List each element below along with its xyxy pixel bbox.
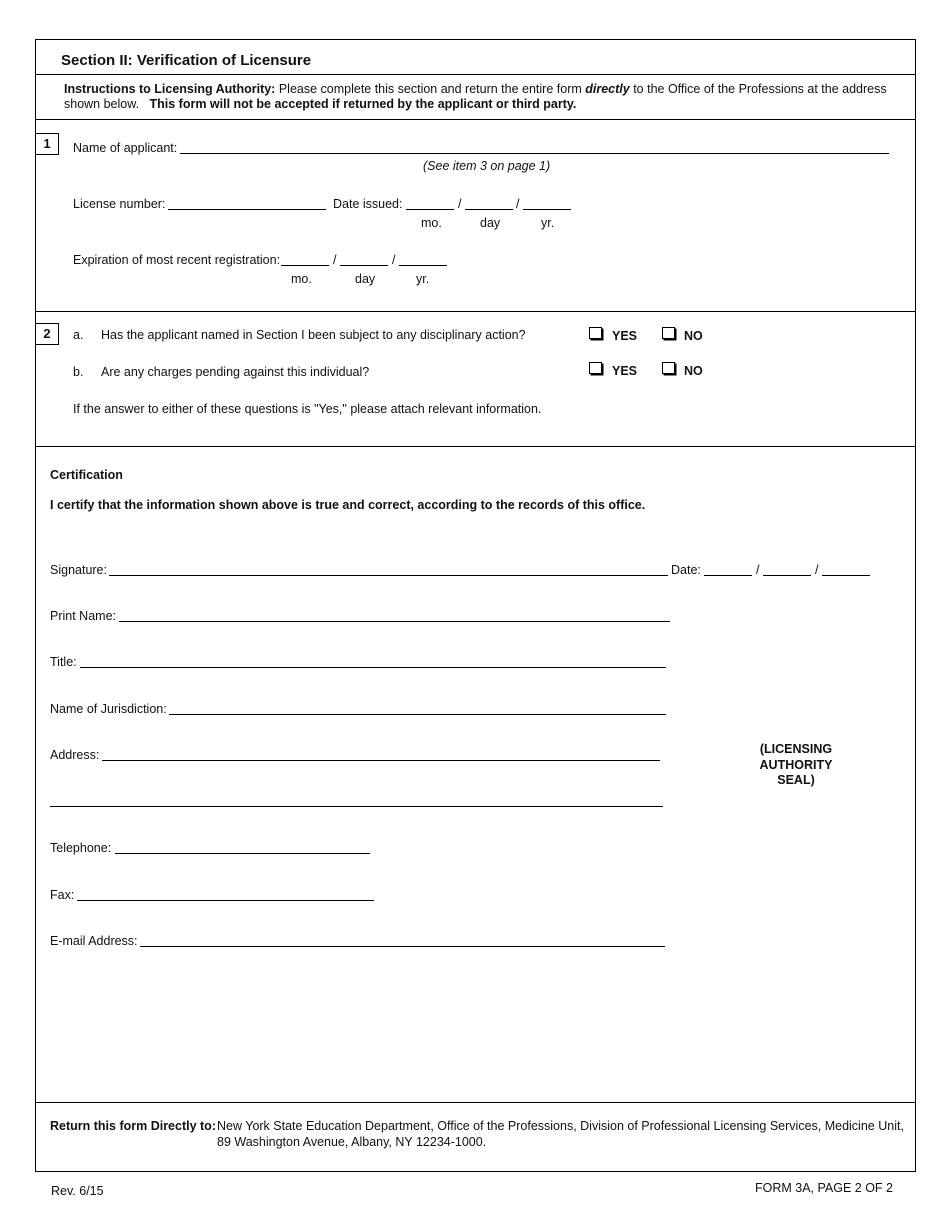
item-number-2: 2 <box>35 323 59 345</box>
question-a-yes-label: YES <box>612 329 638 343</box>
seal-line: (LICENSING <box>759 742 833 756</box>
signature-label: Signature: <box>50 563 107 577</box>
fax-field[interactable] <box>77 900 374 901</box>
divider <box>35 119 916 120</box>
license-number-label: License number: <box>73 197 166 211</box>
title-label: Title: <box>50 655 77 669</box>
day-caption: day <box>355 272 376 286</box>
item-number-1: 1 <box>35 133 59 155</box>
date-issued-label: Date issued: <box>333 197 403 211</box>
day-caption: day <box>480 216 501 230</box>
divider <box>35 311 916 312</box>
date-issued-day-field[interactable] <box>465 209 513 210</box>
question-b-yes-label: YES <box>612 364 638 378</box>
cert-date-year-field[interactable] <box>822 575 870 576</box>
year-caption: yr. <box>541 216 555 230</box>
question-b-letter: b. <box>73 365 84 379</box>
question-a-text: Has the applicant named in Section I been subject to any disciplinary action? <box>101 328 526 342</box>
question-b-no-label: NO <box>684 364 703 378</box>
question-b-no-checkbox[interactable] <box>662 362 675 374</box>
section-title: Section II: Verification of Licensure <box>61 52 312 69</box>
instructions-emphasis: directly <box>585 82 630 96</box>
expiration-month-field[interactable] <box>281 265 329 266</box>
instructions-lead: Instructions to Licensing Authority: <box>64 82 276 96</box>
question-a-letter: a. <box>73 328 84 342</box>
expiration-day-field[interactable] <box>340 265 388 266</box>
instructions-text-3: shown below. <box>64 97 140 111</box>
return-label: Return this form Directly to: <box>50 1119 216 1133</box>
applicant-name-label: Name of applicant: <box>73 141 178 155</box>
return-address-line-1: New York State Education Department, Office of the Professions, Division of Professional Licensing Services, Medicine Unit, <box>217 1119 904 1133</box>
signature-field[interactable] <box>109 575 668 576</box>
address-label: Address: <box>50 748 100 762</box>
slash: / <box>756 563 760 577</box>
date-issued-month-field[interactable] <box>406 209 454 210</box>
date-issued-year-field[interactable] <box>523 209 571 210</box>
address-field-line-1[interactable] <box>102 760 660 761</box>
jurisdiction-label: Name of Jurisdiction: <box>50 702 167 716</box>
licensing-authority-seal <box>740 742 852 789</box>
certification-heading: Certification <box>50 468 123 482</box>
instructions-text-2: to the Office of the Professions at the address <box>633 82 887 96</box>
slash: / <box>392 253 396 267</box>
divider <box>35 1102 916 1103</box>
instructions-text: Please complete this section and return the entire form <box>278 82 582 96</box>
telephone-label: Telephone: <box>50 841 112 855</box>
expiration-year-field[interactable] <box>399 265 447 266</box>
email-label: E-mail Address: <box>50 934 138 948</box>
cert-date-day-field[interactable] <box>763 575 811 576</box>
slash: / <box>815 563 819 577</box>
address-field-line-2[interactable] <box>50 806 663 807</box>
print-name-label: Print Name: <box>50 609 116 623</box>
instructions-warning: This form will not be accepted if returned by the applicant or third party. <box>149 97 577 111</box>
slash: / <box>516 197 520 211</box>
attach-info-note: If the answer to either of these questions is "Yes," please attach relevant information. <box>73 402 542 416</box>
question-a-yes-checkbox[interactable] <box>589 327 602 339</box>
question-b-yes-checkbox[interactable] <box>589 362 602 374</box>
return-address-line-2: 89 Washington Avenue, Albany, NY 12234-1000. <box>217 1135 487 1149</box>
expiration-label: Expiration of most recent registration: <box>73 253 281 267</box>
title-field[interactable] <box>80 667 666 668</box>
fax-label: Fax: <box>50 888 75 902</box>
instructions-line-2 <box>64 97 576 112</box>
question-b-text: Are any charges pending against this individual? <box>101 365 370 379</box>
applicant-name-field[interactable] <box>180 153 889 154</box>
license-number-field[interactable] <box>168 209 326 210</box>
question-a-no-label: NO <box>684 329 703 343</box>
year-caption: yr. <box>416 272 430 286</box>
divider <box>35 74 916 75</box>
revision-label: Rev. 6/15 <box>51 1184 104 1198</box>
instructions-line-1 <box>64 82 887 97</box>
seal-line: SEAL) <box>777 773 815 787</box>
see-item-note: (See item 3 on page 1) <box>423 159 551 173</box>
certification-statement: I certify that the information shown above is true and correct, according to the records of this office. <box>50 498 646 512</box>
question-a-no-checkbox[interactable] <box>662 327 675 339</box>
cert-date-month-field[interactable] <box>704 575 752 576</box>
seal-line: AUTHORITY <box>759 757 833 772</box>
month-caption: mo. <box>291 272 312 286</box>
divider <box>35 446 916 447</box>
form-page-id: FORM 3A, PAGE 2 OF 2 <box>755 1181 893 1195</box>
cert-date-label: Date: <box>671 563 701 577</box>
slash: / <box>458 197 462 211</box>
month-caption: mo. <box>421 216 442 230</box>
telephone-field[interactable] <box>115 853 370 854</box>
email-field[interactable] <box>140 946 665 947</box>
print-name-field[interactable] <box>119 621 670 622</box>
slash: / <box>333 253 337 267</box>
jurisdiction-field[interactable] <box>169 714 666 715</box>
